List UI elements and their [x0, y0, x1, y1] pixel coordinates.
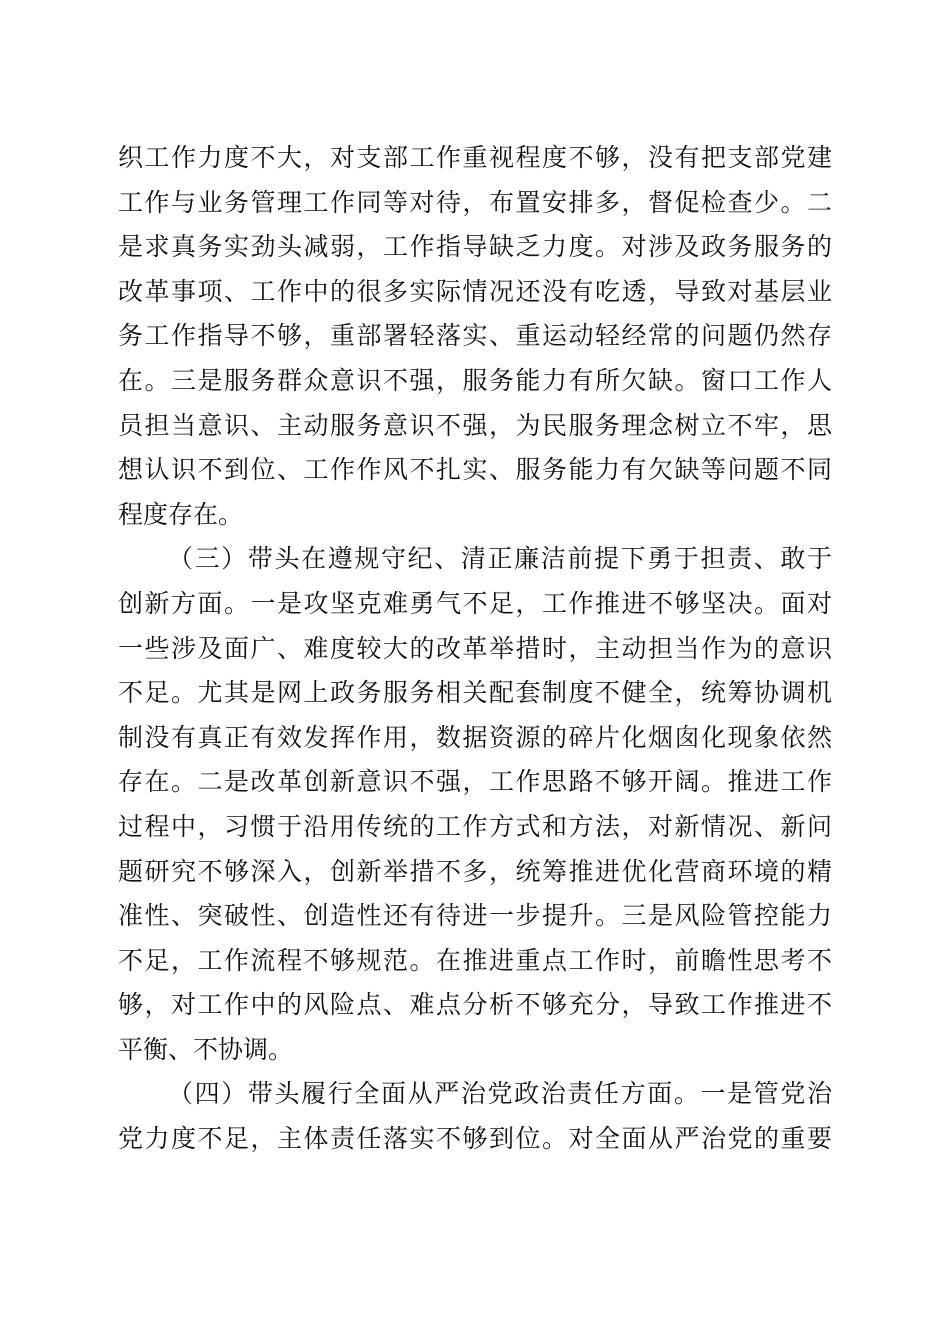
text-line: 制没有真正有效发挥作用，数据资源的碎片化烟囱化现象依然 — [118, 722, 832, 752]
text-line: 党力度不足，主体责任落实不够到位。对全面从严治党的重要 — [118, 1124, 832, 1154]
text-line: 准性、突破性、创造性还有待进一步提升。三是风险管控能力 — [118, 901, 832, 931]
text-line: 不足。尤其是网上政务服务相关配套制度不健全，统筹协调机 — [118, 678, 832, 708]
paragraph-end-line: 平衡、不协调。 — [118, 1034, 294, 1064]
text-line: 是求真务实劲头减弱，工作指导缺乏力度。对涉及政务服务的 — [118, 232, 832, 262]
text-line: 过程中，习惯于沿用传统的工作方式和方法，对新情况、新问 — [118, 811, 832, 841]
text-line: 织工作力度不大，对支部工作重视程度不够，没有把支部党建 — [118, 143, 832, 172]
text-line: 员担当意识、主动服务意识不强，为民服务理念树立不牢，思 — [118, 410, 832, 440]
paragraph-end-line: 程度存在。 — [118, 499, 244, 529]
text-line: 改革事项、工作中的很多实际情况还没有吃透，导致对基层业 — [118, 276, 832, 306]
text-line: 一些涉及面广、难度较大的改革举措时，主动担当作为的意识 — [118, 633, 832, 663]
text-line: 想认识不到位、工作作风不扎实、服务能力有欠缺等问题不同 — [118, 455, 832, 485]
text-line: 不足，工作流程不够规范。在推进重点工作时，前瞻性思考不 — [118, 945, 832, 975]
text-line: 在。三是服务群众意识不强，服务能力有所欠缺。窗口工作人 — [118, 365, 832, 395]
text-line: 存在。二是改革创新意识不强，工作思路不够开阔。推进工作 — [118, 767, 832, 797]
text-line: 工作与业务管理工作同等对待，布置安排多，督促检查少。二 — [118, 187, 832, 217]
document-body — [118, 136, 832, 1162]
text-line: 创新方面。一是攻坚克难勇气不足，工作推进不够坚决。面对 — [118, 588, 832, 618]
text-line: 够，对工作中的风险点、难点分析不够充分，导致工作推进不 — [118, 990, 832, 1020]
section-heading-line: （三）带头在遵规守纪、清正廉洁前提下勇于担责、敢于 — [168, 544, 832, 574]
text-line: 务工作指导不够，重部署轻落实、重运动轻经常的问题仍然存 — [118, 321, 832, 351]
text-line: 题研究不够深入，创新举措不多，统筹推进优化营商环境的精 — [118, 856, 832, 886]
section-heading-line: （四）带头履行全面从严治党政治责任方面。一是管党治 — [168, 1079, 832, 1109]
